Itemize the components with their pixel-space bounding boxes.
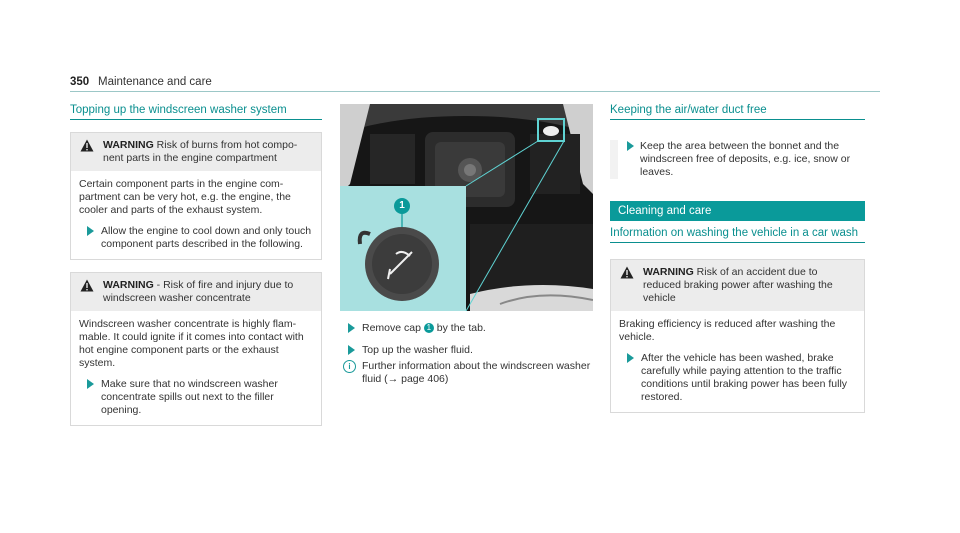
- warning-body-text: Braking efficiency is reduced after washing the vehicle.: [619, 318, 836, 343]
- section-title: Maintenance and care: [98, 76, 212, 88]
- warning-step-text: Make sure that no windscreen washer concentrate spills out next to the filler opening.: [101, 378, 278, 416]
- step-bar: [610, 140, 618, 179]
- warning-box-braking: [610, 259, 865, 413]
- warning-box-fire: [70, 272, 322, 426]
- warning-step-text: Allow the engine to cool down and only touch component parts described in the following.: [101, 225, 312, 250]
- column-1: [70, 104, 322, 426]
- step-arrow-icon: [348, 323, 355, 333]
- car-wash-heading: Information on washing the vehicle in a car wash: [610, 227, 865, 243]
- step-arrow-icon: [87, 226, 94, 236]
- warning-header: [611, 260, 864, 311]
- warning-step: [79, 378, 313, 417]
- step-arrow-icon: [627, 141, 634, 151]
- engine-bay-illustration: [340, 104, 593, 311]
- engine-bay-image: [340, 104, 593, 311]
- warning-body: [71, 171, 321, 259]
- warning-icon: [80, 139, 94, 152]
- info-icon: i: [343, 360, 356, 373]
- callout-number: 1: [399, 200, 405, 211]
- step-arrow-icon: [348, 345, 355, 355]
- warning-label: WARNING: [643, 266, 694, 278]
- warning-icon: [620, 266, 634, 279]
- step-arrow-icon: [87, 379, 94, 389]
- step-remove-cap: [340, 322, 595, 335]
- warning-label: WARNING: [103, 139, 154, 151]
- warning-body: [71, 311, 321, 425]
- header-divider: [70, 91, 880, 92]
- step-text: Remove cap: [362, 322, 424, 334]
- warning-body-text: Windscreen washer concentrate is highly flam- mable. It could ignite if it comes into contact with hot engine component parts or the exhaust system.: [79, 318, 304, 369]
- warning-body: [611, 311, 864, 412]
- air-duct-heading: Keeping the air/water duct free: [610, 104, 865, 120]
- step-text: Keep the area between the bonnet and the windscreen free of deposits, e.g. ice, snow or leaves.: [640, 140, 851, 178]
- cleaning-care-bar: Cleaning and care: [610, 201, 865, 221]
- step-text: by the tab.: [433, 322, 486, 334]
- warning-header: [71, 273, 321, 311]
- warning-step: [79, 225, 313, 251]
- step-top-up: [340, 344, 595, 357]
- step-arrow-icon: [627, 353, 634, 363]
- air-duct-step: [610, 140, 865, 179]
- warning-step-text: After the vehicle has been washed, brake carefully while paying attention to the traffic conditions until braking power has been fully restored.: [641, 352, 848, 403]
- info-note: [340, 360, 595, 386]
- warning-label: WARNING: [103, 279, 154, 291]
- warning-icon: [80, 279, 94, 292]
- warning-body-text: Certain component parts in the engine com- partment can be very hot, e.g. the engine, the cooler and parts of the exhaust system.: [79, 178, 291, 216]
- warning-step: [619, 352, 856, 404]
- warning-header: [71, 133, 321, 171]
- topping-up-heading: Topping up the windscreen washer system: [70, 104, 322, 120]
- info-text: Further information about the windscreen washer fluid (: [362, 360, 591, 385]
- warning-head-text: Risk of burns from hot compo- nent parts in the engine compartment: [103, 139, 298, 164]
- step-text: Top up the washer fluid.: [362, 344, 473, 356]
- warning-head-text: Risk of an accident due to reduced braking power after washing the vehicle: [643, 266, 833, 304]
- column-2-steps: [340, 322, 595, 386]
- warning-head-text: - Risk of fire and injury due to windscreen washer concentrate: [103, 279, 294, 304]
- page-number: 350: [70, 76, 90, 88]
- page-reference-link[interactable]: page 406): [398, 373, 449, 385]
- callout-marker: 1: [424, 323, 434, 333]
- arrow-icon: →: [387, 373, 399, 385]
- column-3: [610, 104, 865, 413]
- warning-box-burns: [70, 132, 322, 260]
